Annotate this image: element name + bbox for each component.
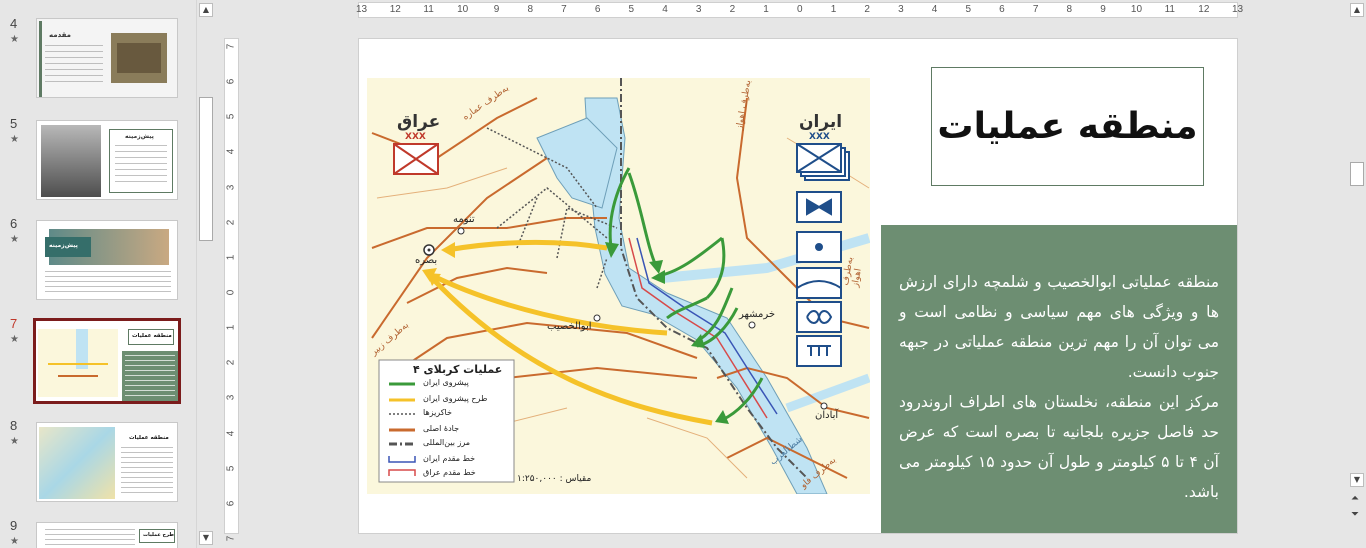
ruler-tick-label: 5 bbox=[225, 114, 237, 120]
slide-thumbnail-4[interactable] bbox=[36, 18, 178, 98]
animation-star-icon: ★ bbox=[10, 536, 19, 547]
road-amara-label: به‌طرف عماره bbox=[461, 83, 512, 123]
text-lines bbox=[115, 145, 167, 187]
ruler-tick-label: 6 bbox=[225, 500, 237, 507]
ruler-tick-label: 0 bbox=[797, 4, 803, 15]
road-fao-label: به‌طرف فاو bbox=[798, 455, 839, 491]
basra-label: بصره bbox=[415, 255, 438, 266]
legend-item: طرح پیشروی ایران bbox=[423, 394, 488, 403]
slide-number: 8 bbox=[10, 418, 18, 433]
legend-item: خط مقدم عراق bbox=[423, 468, 476, 477]
ruler-tick-label: 9 bbox=[1100, 4, 1106, 15]
slide-thumbnail-pane bbox=[0, 0, 196, 548]
legend-item: جادهٔ اصلی bbox=[423, 424, 460, 433]
iran-label: ایران bbox=[799, 112, 843, 132]
scrollbar-thumb[interactable] bbox=[1350, 162, 1364, 186]
thumbnail-title: پیش‌زمینه bbox=[49, 242, 78, 249]
bahmanshir-river bbox=[787, 378, 869, 408]
shatt-al-arab-river bbox=[585, 98, 827, 494]
scroll-down-button[interactable]: ▼ bbox=[199, 531, 213, 545]
legend-item: پیشروی ایران bbox=[423, 378, 469, 387]
ruler-tick-label: 13 bbox=[356, 4, 368, 15]
ruler-tick-label: 10 bbox=[457, 4, 469, 15]
shatt-al-arab-label: شط‌العرب bbox=[768, 434, 805, 468]
ruler-tick-label: 3 bbox=[225, 395, 237, 401]
slide-title: منطقه عملیات bbox=[937, 106, 1198, 147]
slide-thumbnail-7[interactable] bbox=[33, 318, 181, 404]
war-photo bbox=[41, 125, 101, 197]
ruler-tick-label: 12 bbox=[389, 4, 401, 15]
ruler-tick-label: 3 bbox=[225, 184, 237, 190]
thumbnail-title: مقدمه bbox=[49, 31, 71, 39]
iran-corps-label: XXX bbox=[809, 132, 830, 142]
ruler-tick-label: 1 bbox=[830, 4, 837, 15]
ruler-tick-label: 6 bbox=[999, 4, 1005, 15]
legend-item: خط مقدم ایران bbox=[423, 454, 476, 463]
map-mini bbox=[38, 329, 118, 397]
ruler-tick-label: 12 bbox=[1198, 4, 1210, 15]
ruler-tick-label: 2 bbox=[864, 4, 870, 15]
iraq-corps-label: XXX bbox=[405, 132, 426, 142]
slide-title-box[interactable] bbox=[931, 67, 1204, 186]
slide-thumbnail-9[interactable] bbox=[36, 522, 178, 548]
ruler-tick-label: 6 bbox=[225, 78, 237, 85]
slide-number: 5 bbox=[10, 116, 18, 131]
text-lines bbox=[45, 45, 103, 85]
text-lines bbox=[45, 529, 135, 548]
animation-star-icon: ★ bbox=[10, 334, 19, 345]
ruler-tick-label: 11 bbox=[423, 4, 434, 15]
animation-star-icon: ★ bbox=[10, 34, 19, 45]
abadan-label: آبادان bbox=[815, 410, 839, 421]
ruler-tick-label: 5 bbox=[225, 465, 237, 471]
map-scale: مقیاس : ۱:۲۵۰,۰۰۰ bbox=[517, 474, 592, 484]
ruler-tick-label: 5 bbox=[965, 4, 972, 15]
road-ahvaz-label: به‌طرف اهواز bbox=[734, 79, 754, 131]
thumbnail-scrollbar[interactable] bbox=[196, 0, 214, 548]
animation-star-icon: ★ bbox=[10, 234, 19, 245]
ruler-tick-label: 3 bbox=[898, 4, 904, 15]
text-lines bbox=[45, 271, 171, 295]
description-panel[interactable] bbox=[881, 225, 1238, 534]
ruler-tick-label: 1 bbox=[225, 324, 237, 331]
previous-slide-icon[interactable]: ⏶ bbox=[1351, 493, 1359, 504]
ruler-tick-label: 7 bbox=[225, 535, 237, 542]
animation-star-icon: ★ bbox=[10, 436, 19, 447]
ruler-tick-label: 7 bbox=[561, 4, 567, 15]
ruler-tick-label: 11 bbox=[1164, 4, 1175, 15]
tanuma-label: تنومه bbox=[453, 214, 475, 225]
khorramshahr-label: خرمشهر bbox=[739, 309, 776, 320]
thumbnail-title: منطقه عملیات bbox=[132, 333, 172, 339]
ruler-tick-label: 8 bbox=[527, 4, 534, 15]
animation-star-icon: ★ bbox=[10, 134, 19, 145]
ruler-tick-label: 1 bbox=[763, 4, 769, 15]
scroll-down-button[interactable]: ▼ bbox=[1350, 473, 1364, 487]
slide-number: 4 bbox=[10, 16, 18, 31]
ruler-tick-label: 4 bbox=[662, 4, 668, 15]
horizontal-ruler bbox=[356, 2, 1244, 18]
ruler-tick-label: 7 bbox=[1032, 4, 1039, 15]
road-ahvaz2-label: به‌طرف اهواز bbox=[840, 256, 864, 288]
abulkhasib-label: ابوالخصیب bbox=[547, 321, 592, 332]
slide-number: 6 bbox=[10, 216, 18, 231]
iraq-label: عراق bbox=[397, 112, 441, 132]
accent-bar bbox=[39, 21, 42, 97]
ruler-tick-label: 4 bbox=[225, 149, 237, 155]
thumbnail-title: منطقه عملیات bbox=[129, 435, 169, 441]
iran-unit-symbols bbox=[797, 144, 849, 366]
ruler-tick-label: 3 bbox=[695, 4, 702, 15]
ruler-tick-label: 4 bbox=[931, 4, 938, 15]
ruler-tick-label: 5 bbox=[628, 4, 635, 15]
vertical-ruler bbox=[224, 38, 239, 542]
slide-thumbnail-5[interactable] bbox=[36, 120, 178, 200]
operation-map[interactable] bbox=[367, 78, 870, 494]
scroll-up-button[interactable]: ▲ bbox=[1350, 3, 1364, 17]
editor-scrollbar[interactable] bbox=[1348, 0, 1366, 548]
slide-thumbnail-8[interactable] bbox=[36, 422, 178, 502]
ruler-tick-label: 10 bbox=[1130, 4, 1143, 15]
ruler-tick-label: 7 bbox=[225, 43, 237, 50]
ruler-tick-label: 2 bbox=[225, 360, 237, 366]
legend-title: عملیات کربلای ۴ bbox=[413, 363, 503, 376]
scrollbar-thumb[interactable] bbox=[199, 97, 213, 241]
slide-number: 9 bbox=[10, 518, 18, 533]
ruler-tick-label: 13 bbox=[1232, 4, 1244, 15]
thumbnail-title: طرح عملیات bbox=[143, 532, 174, 538]
ruler-tick-label: 8 bbox=[1066, 4, 1073, 15]
description-paragraph-1: منطقه عملیاتی ابوالخصیب و شلمچه دارای ارزش ها و ویژگی های مهم سیاسی و نظامی است و می توان آن را مهم ترین منطقه عملیاتی در جبهه جنوب دانست. bbox=[899, 273, 1219, 381]
soldiers-photo bbox=[111, 33, 167, 83]
ruler-tick-label: 1 bbox=[225, 254, 237, 261]
ruler-tick-label: 2 bbox=[225, 219, 237, 225]
slide-canvas[interactable] bbox=[358, 38, 1238, 534]
green-panel-mini bbox=[122, 351, 178, 401]
slide-thumbnail-6[interactable] bbox=[36, 220, 178, 300]
legend-item: مرز بین‌المللی bbox=[423, 438, 471, 447]
ruler-tick-label: 2 bbox=[729, 4, 736, 15]
ruler-tick-label: 9 bbox=[493, 4, 500, 15]
ruler-tick-label: 0 bbox=[225, 289, 237, 296]
ruler-tick-label: 6 bbox=[594, 4, 601, 15]
text-lines bbox=[121, 447, 173, 497]
next-slide-icon[interactable]: ⏷ bbox=[1351, 509, 1359, 520]
scroll-up-button[interactable]: ▲ bbox=[199, 3, 213, 17]
slide-number: 7 bbox=[10, 316, 18, 331]
legend-item: خاکریزها bbox=[423, 408, 452, 417]
road-zubair-label: به‌طرف زبیر bbox=[369, 320, 411, 358]
thumbnail-title: پیش‌زمینه bbox=[125, 133, 154, 140]
ruler-tick-label: 4 bbox=[225, 430, 237, 436]
description-paragraph-2: مرکز این منطقه، نخلستان های اطراف اروندرود حد فاصل جزیره بلجانیه تا بصره است که عرض آن ۴ تا ۵ کیلومتر و طول آن حدود ۱۵ کیلومتر می باشد. bbox=[899, 393, 1219, 501]
map-mini bbox=[39, 427, 115, 499]
